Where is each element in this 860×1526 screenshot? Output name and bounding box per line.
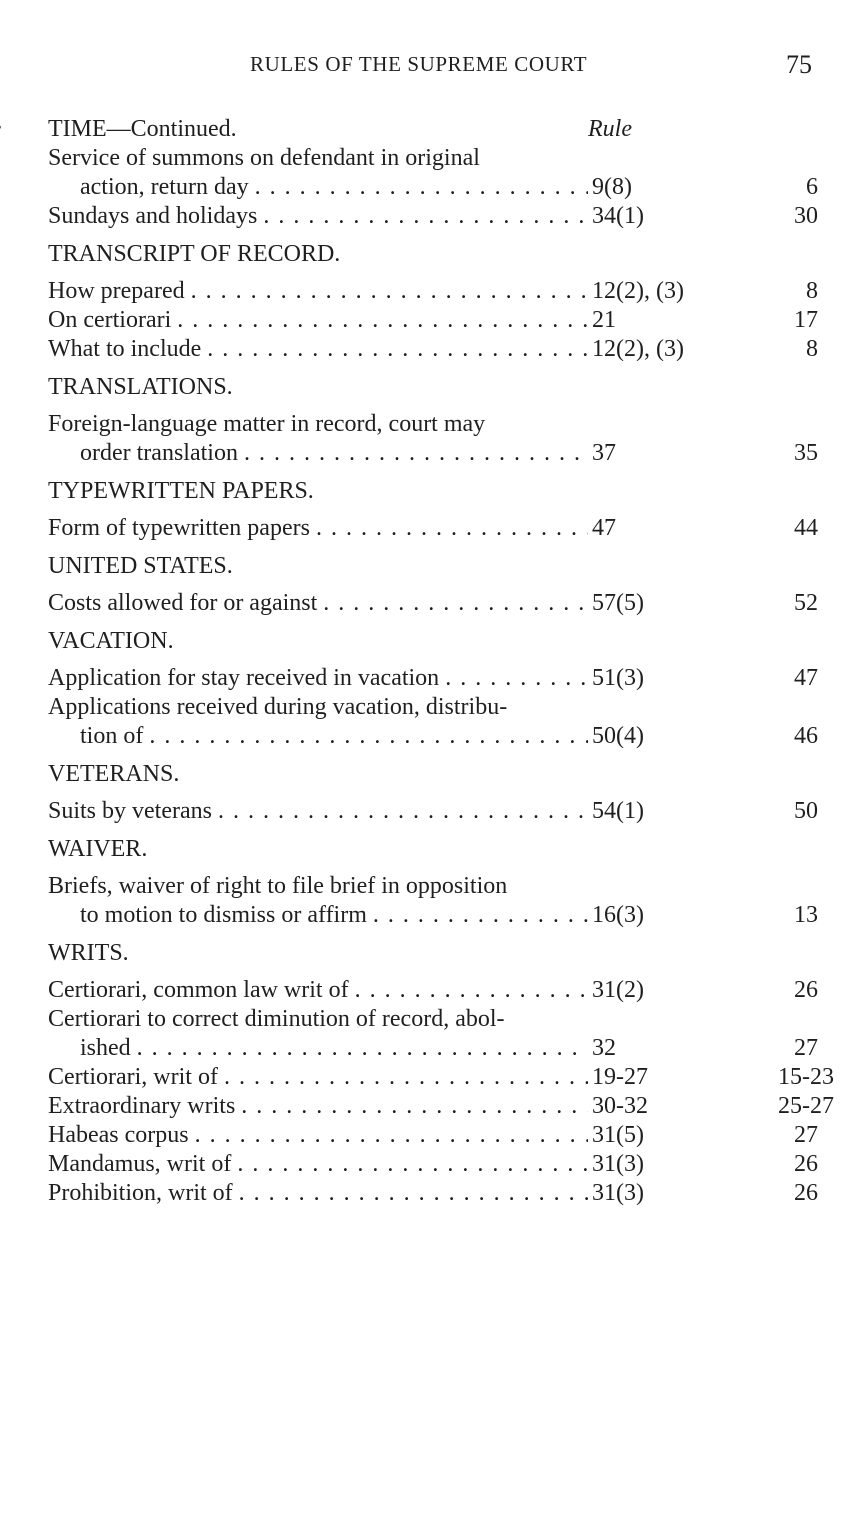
- index-section: [48, 834, 818, 930]
- entry-text: to motion to dismiss or affirm: [80, 902, 367, 928]
- entry-continuation-line: [48, 901, 818, 930]
- entry-text: Costs allowed for or against: [48, 590, 318, 616]
- entry-text: action, return day: [80, 174, 249, 200]
- index-entry: [48, 277, 818, 306]
- page-reference: 17: [794, 307, 818, 333]
- section-heading: TRANSLATIONS.: [48, 374, 233, 400]
- section-heading: TYPEWRITTEN PAPERS.: [48, 478, 314, 504]
- dot-leader: [191, 277, 588, 306]
- rule-reference: 9(8): [592, 174, 632, 200]
- page-number: 75: [786, 50, 812, 79]
- entry-line: [48, 514, 818, 543]
- rule-reference: 31(3): [592, 1151, 644, 1177]
- dot-leader: [244, 439, 588, 468]
- rule-reference: 57(5): [592, 590, 644, 616]
- index-entry: [48, 144, 818, 202]
- entry-line: [48, 797, 818, 826]
- page-reference: 44: [794, 515, 818, 541]
- entry-line: [48, 1150, 818, 1179]
- dot-leader: [207, 335, 588, 364]
- entry-text: Sundays and holidays: [48, 203, 258, 229]
- entry-line: [48, 1121, 818, 1150]
- page-reference: 26: [794, 1180, 818, 1206]
- dot-leader: [177, 306, 588, 335]
- entry-continuation-line: [48, 439, 818, 468]
- index-entry: [48, 1063, 834, 1092]
- entry-continuation-line: [48, 1034, 818, 1063]
- dot-leader: [224, 1063, 588, 1092]
- entry-line: [48, 1063, 834, 1092]
- page-reference: 47: [794, 665, 818, 691]
- rule-reference: 31(3): [592, 1180, 644, 1206]
- entry-line: [48, 1005, 818, 1034]
- entry-continuation-line: [48, 722, 818, 751]
- index-entry: [48, 797, 818, 826]
- entry-text: tion of: [80, 723, 144, 749]
- entry-text: What to include: [48, 336, 202, 362]
- rule-reference: 12(2), (3): [592, 278, 684, 304]
- rule-reference: 54(1): [592, 798, 644, 824]
- entry-line: [48, 693, 818, 722]
- page-reference: 35: [794, 440, 818, 466]
- index-entry: [48, 1092, 834, 1121]
- entry-continuation-line: [48, 173, 818, 202]
- index-section: [48, 551, 818, 618]
- entry-text: Certiorari to correct diminution of record, abol-: [48, 1006, 505, 1032]
- entry-text: Prohibition, writ of: [48, 1180, 233, 1206]
- index-section: [48, 372, 818, 468]
- dot-leader: [445, 664, 588, 693]
- entry-line: [48, 589, 818, 618]
- entry-text: Applications received during vacation, distribu-: [48, 694, 508, 720]
- dot-leader: [239, 1179, 588, 1208]
- index-section: [48, 239, 818, 364]
- rule-reference: 16(3): [592, 902, 644, 928]
- dot-leader: [241, 1092, 588, 1121]
- page-reference: 27: [794, 1122, 818, 1148]
- dot-leader: [255, 173, 588, 202]
- rule-reference: 47: [592, 515, 616, 541]
- rule-reference: 19-27: [592, 1064, 648, 1090]
- entry-text: How prepared: [48, 278, 185, 304]
- rule-reference: 32: [592, 1035, 616, 1061]
- page-reference: 26: [794, 977, 818, 1003]
- page-reference: 13: [794, 902, 818, 928]
- entry-text: Habeas corpus: [48, 1122, 189, 1148]
- rule-reference: 21: [592, 307, 616, 333]
- section-heading: VETERANS.: [48, 761, 180, 787]
- entry-text: Extraordinary writs: [48, 1093, 236, 1119]
- index-entry: [48, 306, 818, 335]
- entry-line: [48, 664, 818, 693]
- page-reference: 50: [794, 798, 818, 824]
- entry-text: On certiorari: [48, 307, 172, 333]
- index-section: [48, 626, 818, 751]
- dot-leader: [149, 722, 588, 751]
- section-heading: WRITS.: [48, 940, 129, 966]
- dot-leader: [195, 1121, 588, 1150]
- page-reference: 52: [794, 590, 818, 616]
- entry-text: Briefs, waiver of right to file brief in opposition: [48, 873, 508, 899]
- section-heading: VACATION.: [48, 628, 174, 654]
- dot-leader: [218, 797, 588, 826]
- entry-line: [48, 872, 818, 901]
- dot-leader: [137, 1034, 588, 1063]
- entry-text: Certiorari, writ of: [48, 1064, 218, 1090]
- section-heading: WAIVER.: [48, 836, 148, 862]
- index-entry: [48, 589, 818, 618]
- index-entry: [48, 335, 818, 364]
- index-entry: [48, 1121, 818, 1150]
- section-heading: TRANSCRIPT OF RECORD.: [48, 241, 341, 267]
- entry-text: order translation: [80, 440, 238, 466]
- continued-section-heading: TIME—Continued.: [48, 116, 237, 142]
- entry-line: [48, 1092, 834, 1121]
- rule-column-header: Rule: [588, 116, 632, 142]
- entry-text: Foreign-language matter in record, court may: [48, 411, 486, 437]
- rule-reference: 30-32: [592, 1093, 648, 1119]
- dot-leader: [237, 1150, 588, 1179]
- page-reference: 27: [794, 1035, 818, 1061]
- rule-reference: 12(2), (3): [592, 336, 684, 362]
- rule-reference: 31(2): [592, 977, 644, 1003]
- index-entry: [48, 202, 818, 231]
- index-entry: [48, 514, 818, 543]
- entry-line: [48, 976, 818, 1005]
- entry-line: [48, 277, 818, 306]
- entry-line: [48, 335, 818, 364]
- rule-reference: 34(1): [592, 203, 644, 229]
- page-reference: 26: [794, 1151, 818, 1177]
- entry-text: Form of typewritten papers: [48, 515, 310, 541]
- entry-line: [48, 306, 818, 335]
- index-section: [48, 476, 818, 543]
- index-section: [48, 759, 818, 826]
- index-entry: [48, 1005, 818, 1063]
- entry-text: Suits by veterans: [48, 798, 212, 824]
- page-reference: 25-27: [778, 1093, 834, 1119]
- dot-leader: [316, 514, 588, 543]
- page-reference: 8: [806, 278, 818, 304]
- dot-leader: [323, 589, 588, 618]
- index-entry: [48, 1179, 818, 1208]
- index-section: [48, 144, 818, 231]
- entry-text: Certiorari, common law writ of: [48, 977, 349, 1003]
- page-reference: 6: [806, 174, 818, 200]
- index-entry: [48, 872, 818, 930]
- page-reference: 46: [794, 723, 818, 749]
- index-entry: [48, 693, 818, 751]
- entry-text: Application for stay received in vacation: [48, 665, 440, 691]
- rule-reference: 37: [592, 440, 616, 466]
- rule-reference: 51(3): [592, 665, 644, 691]
- entry-text: Mandamus, writ of: [48, 1151, 232, 1177]
- entry-line: [48, 144, 818, 173]
- dot-leader: [355, 976, 588, 1005]
- index-entry: [48, 1150, 818, 1179]
- page-reference: 30: [794, 203, 818, 229]
- index-sections: [48, 144, 834, 1216]
- page-reference: 15-23: [778, 1064, 834, 1090]
- page-reference: 8: [806, 336, 818, 362]
- section-heading: UNITED STATES.: [48, 553, 233, 579]
- entry-text: Service of summons on defendant in original: [48, 145, 480, 171]
- dot-leader: [263, 202, 588, 231]
- dot-leader: [373, 901, 588, 930]
- index-entry: [48, 976, 818, 1005]
- index-entry: [48, 410, 818, 468]
- rule-reference: 50(4): [592, 723, 644, 749]
- rule-reference: 31(5): [592, 1122, 644, 1148]
- running-head: RULES OF THE SUPREME COURT: [250, 52, 588, 76]
- entry-line: [48, 1179, 818, 1208]
- entry-line: [48, 410, 818, 439]
- index-section: [48, 938, 834, 1208]
- entry-text: ished: [80, 1035, 131, 1061]
- entry-line: [48, 202, 818, 231]
- index-entry: [48, 664, 818, 693]
